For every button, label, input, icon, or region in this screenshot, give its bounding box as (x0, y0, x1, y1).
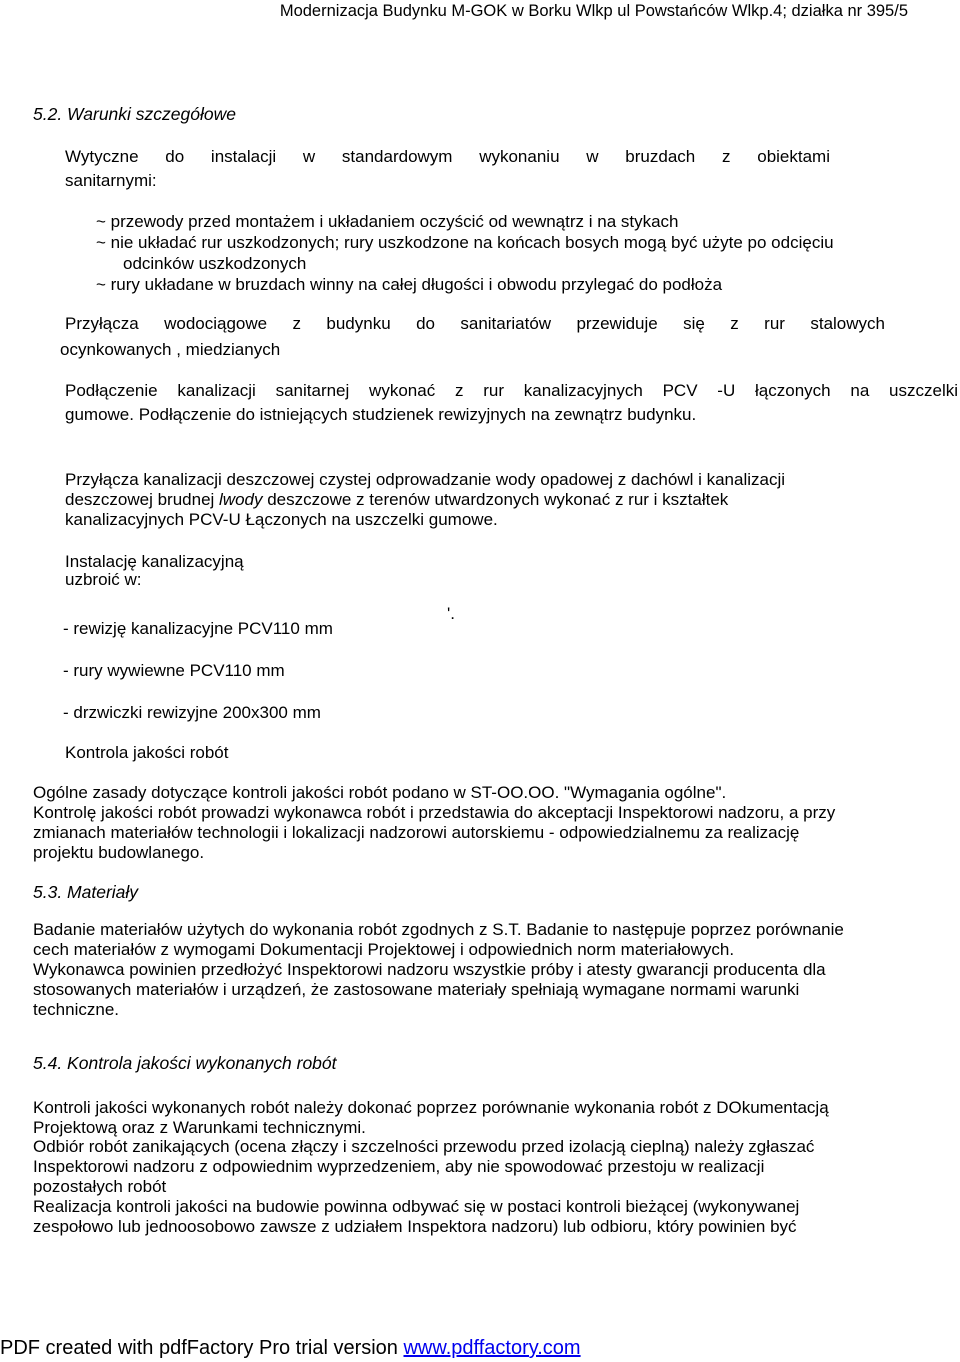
general-line-4: projektu budowlanego. (33, 843, 205, 862)
sewer-connection-line-1: Podłączenie kanalizacji sanitarnej wykonać z rur kanalizacyjnych PCV -U łączonych na uszczelki (65, 381, 958, 400)
equipment-item-3: - drzwiczki rewizyjne 200x300 mm (63, 703, 321, 722)
inspection-line-2: Projektową oraz z Warunkami technicznymi. (33, 1118, 366, 1137)
document-header: Modernizacja Budynku M-GOK w Borku Wlkp ul Powstańców Wlkp.4; działka nr 395/5 (279, 2, 908, 20)
installation-line-2: uzbroić w: (65, 570, 142, 589)
storm-line-2-italic: lwody (219, 490, 263, 509)
water-connection-line-2: ocynkowanych , miedzianych (60, 340, 281, 359)
bullet-1: ~ przewody przed montażem i układaniem oczyścić od wewnątrz i na stykach (96, 212, 679, 231)
installation-line-1: Instalację kanalizacyjną (65, 552, 244, 571)
equipment-item-1: - rewizję kanalizacyjne PCV110 mm (63, 619, 333, 638)
inspection-line-3: Odbiór robót zanikających (ocena złączy i szczelności przewodu przed izolacją cieplną) należy zgłaszać (33, 1137, 815, 1156)
storm-connection-line-3: kanalizacyjnych PCV-U Łączonych na uszczelki gumowe. (65, 510, 498, 529)
materials-line-2: cech materiałów z wymogami Dokumentacji Projektowej i odpowiednich norm materiałowych. (33, 940, 735, 959)
general-line-3: zmianach materiałów technologii i lokalizacji nadzorowi autorskiemu - odpowiedzialnemu za realizację (33, 823, 800, 842)
footer-text: PDF created with pdfFactory Pro trial version (0, 1337, 404, 1359)
inspection-line-1: Kontroli jakości wykonanych robót należy dokonać poprzez porównanie wykonania robót z DOkumentacją (33, 1098, 829, 1117)
bullet-2-continuation: odcinków uszkodzonych (123, 254, 307, 273)
equipment-item-2: - rury wywiewne PCV110 mm (63, 661, 285, 680)
intro-line-1: Wytyczne do instalacji w standardowym wykonaniu w bruzdach z obiektami (65, 147, 830, 166)
pdf-footer (0, 1337, 581, 1360)
inspection-line-5: pozostałych robót (33, 1177, 167, 1196)
bullet-2: ~ nie układać rur uszkodzonych; rury uszkodzone na końcach bosych mogą być użyte po odcięciu (96, 233, 834, 252)
section-5-3-heading: 5.3. Materiały (33, 882, 139, 902)
materials-line-1: Badanie materiałów użytych do wykonania robót zgodnych z S.T. Badanie to następuje poprzez porównanie (33, 920, 844, 939)
storm-connection-line-1: Przyłącza kanalizacji deszczowej czystej odprowadzanie wody opadowej z dachówl i kanalizacji (65, 470, 786, 489)
water-connection-line-1: Przyłącza wodociągowe z budynku do sanitariatów przewiduje się z rur stalowych (65, 314, 885, 333)
materials-line-4: stosowanych materiałów i urządzeń, że zastosowane materiały spełniają wymagane normami warunki (33, 980, 800, 999)
materials-line-5: techniczne. (33, 1000, 119, 1019)
intro-line-2: sanitarnymi: (65, 171, 157, 190)
footer-link[interactable]: www.pdffactory.com (403, 1337, 581, 1359)
storm-connection-line-2 (65, 489, 728, 510)
sewer-connection-line-2: gumowe. Podłączenie do istniejących studzienek rewizyjnych na zewnątrz budynku. (65, 405, 697, 424)
section-5-4-heading: 5.4. Kontrola jakości wykonanych robót (33, 1053, 337, 1073)
bullet-3: ~ rury układane w bruzdach winny na całej długości i obwodu przylegać do podłoża (96, 275, 723, 294)
stray-mark: '. (447, 604, 455, 623)
inspection-line-6: Realizacja kontroli jakości na budowie powinna odbywać się w postaci kontroli bieżącej (wykonywanej (33, 1197, 800, 1216)
materials-line-3: Wykonawca powinien przedłożyć Inspektorowi nadzoru wszystkie próby i atesty gwarancji producenta dla (33, 960, 826, 979)
section-5-2-heading: 5.2. Warunki szczegółowe (33, 104, 236, 124)
storm-line-2-part-b: deszczowe z terenów utwardzonych wykonać z rur i kształtek (262, 490, 729, 509)
quality-control-label: Kontrola jakości robót (65, 743, 229, 762)
inspection-line-4: Inspektorowi nadzoru z odpowiednim wyprzedzeniem, aby nie spowodować przestoju w realizacji (33, 1157, 765, 1176)
inspection-line-7: zespołowo lub jednoosobowo zawsze z udziałem Inspektora nadzoru) lub odbioru, który powinien być (33, 1217, 797, 1236)
storm-line-2-part-a: deszczowej brudnej (65, 490, 220, 509)
general-line-2: Kontrolę jakości robót prowadzi wykonawca robót i przedstawia do akceptacji Inspektorowi nadzoru, a przy (33, 803, 836, 822)
general-line-1: Ogólne zasady dotyczące kontroli jakości robót podano w ST-OO.OO. "Wymagania ogólne". (33, 783, 727, 802)
